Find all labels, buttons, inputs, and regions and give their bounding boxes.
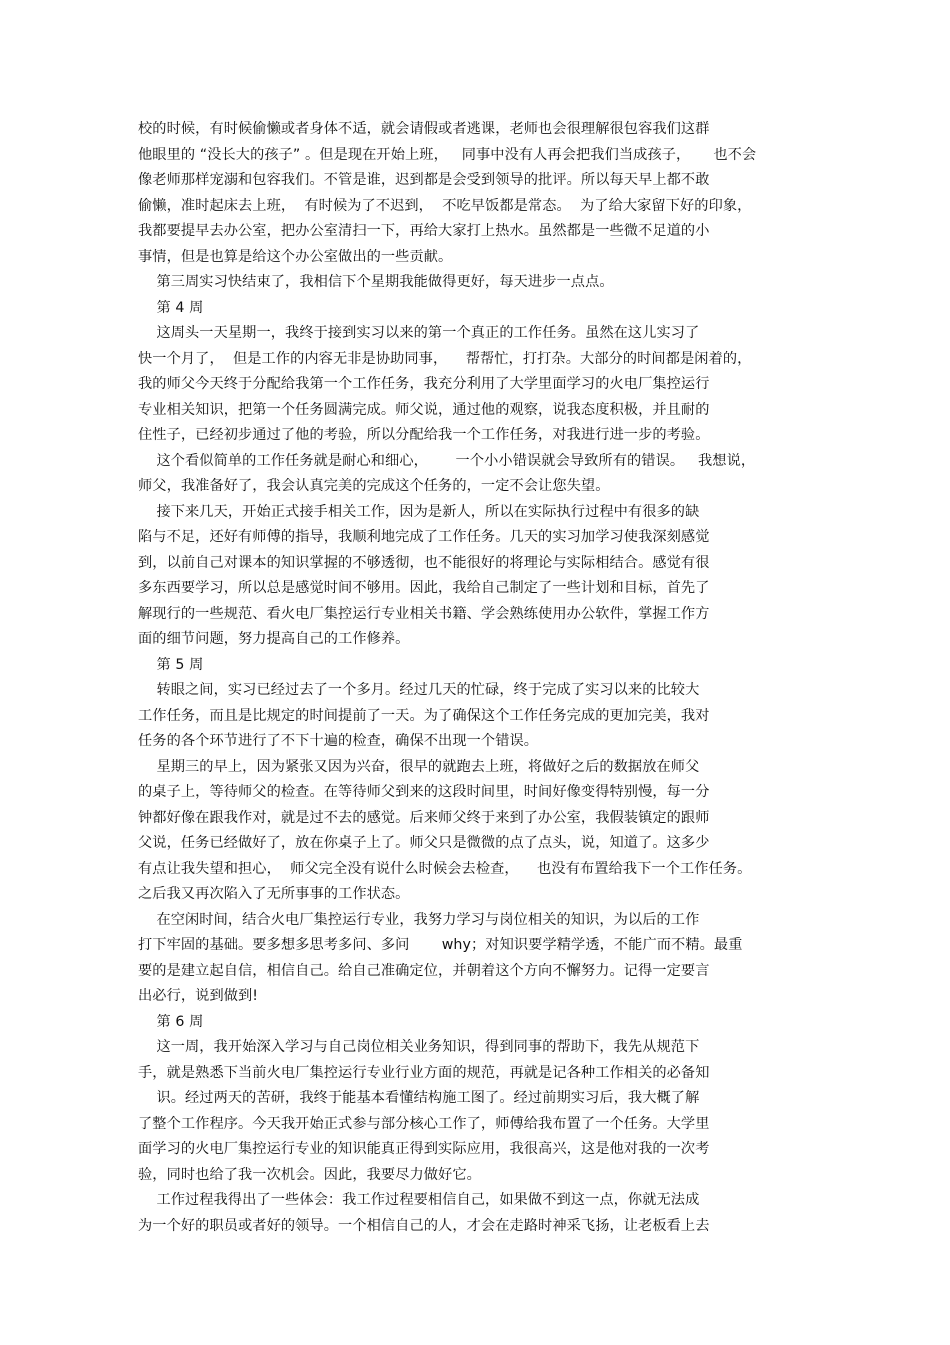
text-line: 这个看似简单的工作任务就是耐心和细心， 一个小小错误就会导致所有的错误。 我想说，: [138, 452, 756, 469]
text-line: 手，就是熟悉下当前火电厂集控运行专业行业方面的规范，再就是记各种工作相关的必备知: [138, 1064, 710, 1081]
text-line: 星期三的早上，因为紧张又因为兴奋，很早的就跑去上班，将做好之后的数据放在师父: [138, 758, 700, 775]
text-line: 第 4 周: [138, 299, 204, 316]
text-line: 解现行的一些规范、看火电厂集控运行专业相关书籍、学会熟练使用办公软件，掌握工作方: [138, 605, 710, 622]
text-line: 任务的各个环节进行了不下十遍的检查，确保不出现一个错误。: [138, 733, 539, 749]
text-line: 之后我又再次陷入了无所事事的工作状态。: [138, 886, 410, 902]
text-line: 第 5 周: [138, 656, 204, 673]
text-line: 钟都好像在跟我作对，就是过不去的感觉。后来师父终于来到了办公室，我假装镇定的跟师: [138, 809, 710, 826]
text-line: 住性子，已经初步通过了他的考验，所以分配给我一个工作任务，对我进行进一步的考验。: [138, 427, 710, 443]
text-line: 要的是建立起自信，相信自己。给自己准确定位，并朝着这个方向不懈努力。记得一定要言: [138, 962, 710, 979]
document-body: [138, 117, 818, 1239]
text-line: 识。经过两天的苦研，我终于能基本看懂结构施工图了。经过前期实习后，我大概了解: [138, 1090, 700, 1106]
text-line: 出必行，说到做到!: [138, 988, 259, 1004]
text-line: 校的时候，有时候偷懒或者身体不适，就会请假或者逃课，老师也会很理解很包容我们这群: [138, 121, 710, 137]
text-line: 的桌子上，等待师父的检查。在等待师父到来的这段时间里，时间好像变得特别慢，每一分: [138, 784, 710, 800]
text-line: 验，同时也给了我一次机会。因此，我要尽力做好它。: [138, 1166, 481, 1183]
text-line: 快一个月了， 但是工作的内容无非是协助同事， 帮帮忙，打打杂。大部分的时间都是闲着的，: [138, 350, 752, 367]
text-line: 师父，我准备好了，我会认真完美的完成这个任务的，一定不会让您失望。: [138, 478, 610, 494]
text-line: 到，以前自己对课本的知识掌握的不够透彻，也不能很好的将理论与实际相结合。感觉有很: [138, 554, 710, 571]
text-line: 工作任务，而且是比规定的时间提前了一天。为了确保这个工作任务完成的更加完美，我对: [138, 707, 710, 724]
text-line: 打下牢固的基础。要多想多思考多问、多问 why；对知识要学精学透，不能广而不精。最重: [138, 937, 743, 953]
text-line: 他眼里的 “没长大的孩子” 。但是现在开始上班， 同事中没有人再会把我们当成孩子， 也不会: [138, 146, 757, 163]
text-line: 我的师父今天终于分配给我第一个工作任务，我充分利用了大学里面学习的火电厂集控运行: [138, 376, 710, 392]
text-line: 有点让我失望和担心， 师父完全没有说什么时候会去检查， 也没有布置给我下一个工作任务。: [138, 860, 752, 877]
text-line: 在空闲时间，结合火电厂集控运行专业，我努力学习与岗位相关的知识，为以后的工作: [138, 911, 700, 928]
text-line: 偷懒，准时起床去上班， 有时候为了不迟到， 不吃早饭都是常态。 为了给大家留下好的印象，: [138, 197, 752, 214]
text-line: 我都要提早去办公室，把办公室清扫一下，再给大家打上热水。虽然都是一些微不足道的小: [138, 223, 710, 239]
text-line: 工作过程我得出了一些体会：我工作过程要相信自己，如果做不到这一点，你就无法成: [138, 1192, 700, 1208]
text-line: 转眼之间，实习已经过去了一个多月。经过几天的忙碌，终于完成了实习以来的比较大: [138, 682, 700, 698]
text-line: 这一周，我开始深入学习与自己岗位相关业务知识，得到同事的帮助下，我先从规范下: [138, 1039, 700, 1055]
text-line: 为一个好的职员或者好的领导。一个相信自己的人，才会在走路时神采飞扬，让老板看上去: [138, 1217, 710, 1234]
text-line: 了整个工作程序。今天我开始正式参与部分核心工作了，师傅给我布置了一个任务。大学里: [138, 1115, 710, 1132]
text-line: 像老师那样宠溺和包容我们。不管是谁，迟到都是会受到领导的批评。所以每天早上都不敢: [138, 172, 710, 188]
text-line: 接下来几天，开始正式接手相关工作，因为是新人，所以在实际执行过程中有很多的缺: [138, 503, 700, 520]
text-line: 父说，任务已经做好了，放在你桌子上了。师父只是微微的点了点头，说，知道了。这多少: [138, 835, 710, 851]
text-line: 事情，但是也算是给这个办公室做出的一些贡献。: [138, 248, 453, 265]
text-line: 陷与不足，还好有师傅的指导，我顺利地完成了工作任务。几天的实习加学习使我深刻感觉: [138, 529, 710, 545]
text-line: 专业相关知识，把第一个任务圆满完成。师父说，通过他的观察，说我态度积极，并且耐的: [138, 401, 710, 418]
text-line: 第三周实习快结束了，我相信下个星期我能做得更好，每天进步一点点。: [138, 274, 614, 290]
text-line: 第 6 周: [138, 1013, 204, 1030]
text-line: 面学习的火电厂集控运行专业的知识能真正得到实际应用，我很高兴，这是他对我的一次考: [138, 1141, 710, 1157]
text-line: 这周头一天星期一，我终于接到实习以来的第一个真正的工作任务。虽然在这儿实习了: [138, 325, 700, 341]
text-line: 面的细节问题，努力提高自己的工作修养。: [138, 631, 410, 647]
text-line: 多东西要学习，所以总是感觉时间不够用。因此，我给自己制定了一些计划和目标，首先了: [138, 580, 710, 596]
